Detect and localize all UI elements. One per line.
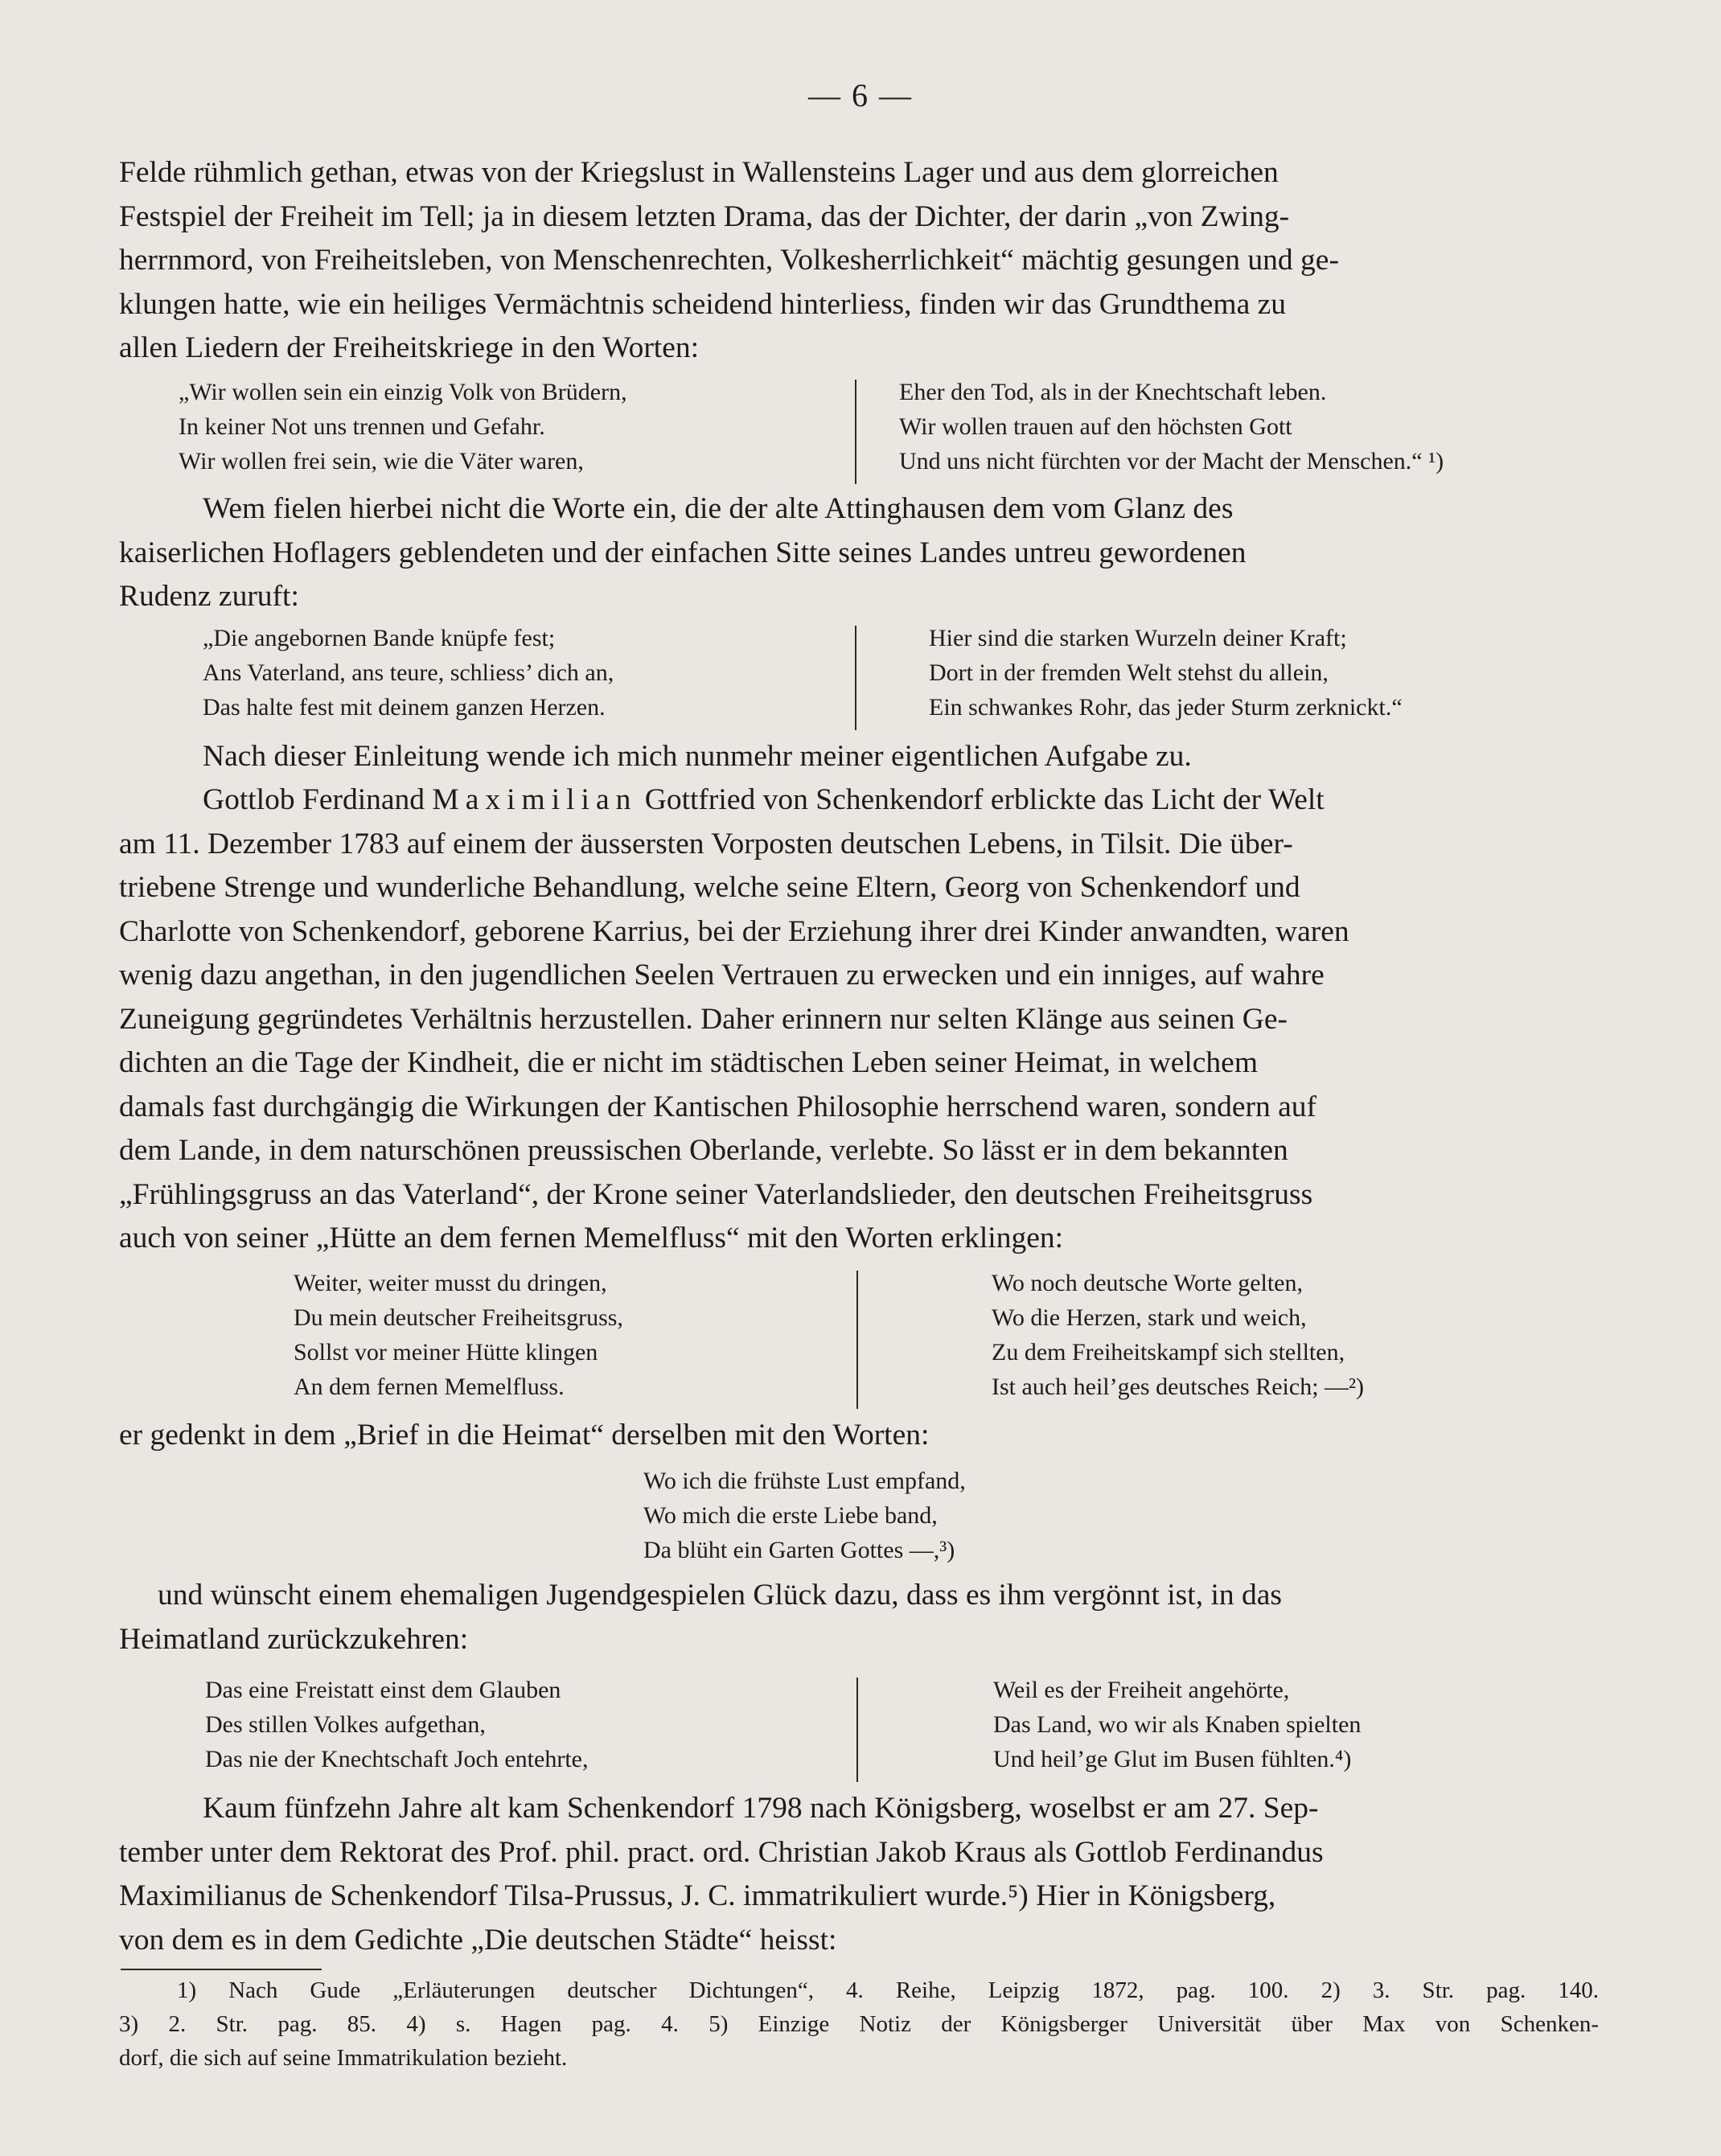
paragraph-line: dem Lande, in dem naturschönen preussischen Oberlande, verlebte. So lässt er in dem bekannten xyxy=(119,1134,1288,1167)
paragraph-line: von dem es in dem Gedichte „Die deutschen Städte“ heisst: xyxy=(119,1923,837,1957)
verse-4 xyxy=(643,1464,966,1567)
paragraph-7 xyxy=(119,1787,1599,1962)
paragraph-line: und wünscht einem ehemaligen Jugendgespielen Glück dazu, dass es ihm vergönnt ist, in das xyxy=(158,1579,1282,1612)
verse-line: Wir wollen trauen auf den höchsten Gott xyxy=(899,413,1292,440)
verse-line: Des stillen Volkes aufgethan, xyxy=(205,1711,486,1738)
paragraph-2 xyxy=(119,487,1599,619)
verse-line: „Wir wollen sein ein einzig Volk von Brüdern, xyxy=(179,379,627,405)
footnote-rule xyxy=(121,1969,322,1970)
paragraph-line: Rudenz zuruft: xyxy=(119,580,299,613)
verse-line: Wo ich die frühste Lust empfand, xyxy=(643,1468,966,1494)
verse-line: Das nie der Knechtschaft Joch entehrte, xyxy=(205,1746,589,1772)
paragraph-line: kaiserlichen Hoflagers geblendeten und der einfachen Sitte seines Landes untreu gewordenen xyxy=(119,536,1247,569)
verse-line: Hier sind die starken Wurzeln deiner Kraft; xyxy=(929,625,1347,651)
verse-line: Wo noch deutsche Worte gelten, xyxy=(992,1270,1303,1296)
verse-line: Ein schwankes Rohr, das jeder Sturm zerknickt.“ xyxy=(929,694,1403,721)
paragraph-line: tember unter dem Rektorat des Prof. phil. pract. ord. Christian Jakob Kraus als Gottlob Ferdinandus xyxy=(119,1835,1324,1869)
verse-divider xyxy=(855,380,856,484)
page-number: — 6 — xyxy=(808,77,913,113)
verse-divider xyxy=(856,1271,858,1409)
verse-line: Du mein deutscher Freiheitsgruss, xyxy=(294,1304,623,1331)
verse-line: Sollst vor meiner Hütte klingen xyxy=(294,1339,598,1365)
paragraph-line: Charlotte von Schenkendorf, geborene Karrius, bei der Erziehung ihrer drei Kinder anwandten, waren xyxy=(119,914,1349,948)
verse-line: Weil es der Freiheit angehörte, xyxy=(993,1677,1290,1703)
paragraph-line: damals fast durchgängig die Wirkungen der Kantischen Philosophie herrschend waren, sondern auf xyxy=(119,1090,1317,1123)
paragraph-line: Zuneigung gegründetes Verhältnis herzustellen. Daher erinnern nur selten Klänge aus seinen Ge- xyxy=(119,1002,1288,1036)
verse-3-right xyxy=(992,1266,1364,1404)
verse-line: An dem fernen Memelfluss. xyxy=(294,1374,565,1400)
verse-line: Wir wollen frei sein, wie die Väter waren, xyxy=(179,448,584,474)
verse-divider xyxy=(856,1678,858,1782)
verse-line: Und uns nicht fürchten vor der Macht der Menschen.“ ¹) xyxy=(899,448,1444,474)
paragraph-3 xyxy=(119,735,1599,779)
spaced-name: Maximilian xyxy=(432,783,638,816)
paragraph-line: Nach dieser Einleitung wende ich mich nunmehr meiner eigentlichen Aufgabe zu. xyxy=(203,740,1192,773)
verse-line: Ist auch heil’ges deutsches Reich; —²) xyxy=(992,1374,1365,1400)
verse-5-left xyxy=(205,1673,588,1776)
paragraph-line: Felde rühmlich gethan, etwas von der Kriegslust in Wallensteins Lager und aus dem glorreichen xyxy=(119,156,1279,189)
paragraph-5 xyxy=(119,1414,1599,1458)
paragraph-6 xyxy=(119,1574,1599,1661)
paragraph-line: herrnmord, von Freiheitsleben, von Menschenrechten, Volkesherrlichkeit“ mächtig gesungen und ge- xyxy=(119,244,1339,277)
paragraph-4 xyxy=(119,778,1599,1261)
verse-line: Das halte fest mit deinem ganzen Herzen. xyxy=(203,694,606,721)
verse-1-left xyxy=(179,375,627,478)
verse-line: „Die angebornen Bande knüpfe fest; xyxy=(203,625,556,651)
paragraph-line: Heimatland zurückzukehren: xyxy=(119,1622,469,1656)
verse-line: In keiner Not uns trennen und Gefahr. xyxy=(179,413,545,440)
footnote-line: 1) Nach Gude „Erläuterungen deutscher Dichtungen“, 4. Reihe, Leipzig 1872, pag. 100. 2) 3. Str. pag. 140. xyxy=(177,1977,1599,2003)
paragraph-line: Festspiel der Freiheit im Tell; ja in diesem letzten Drama, das der Dichter, der darin „von Zwing- xyxy=(119,199,1290,233)
verse-line: Wo die Herzen, stark und weich, xyxy=(992,1304,1307,1331)
paragraph-line: am 11. Dezember 1783 auf einem der äussersten Vorposten deutschen Lebens, in Tilsit. Die über- xyxy=(119,827,1293,860)
paragraph-line: dichten an die Tage der Kindheit, die er nicht im städtischen Leben seiner Heimat, in welchem xyxy=(119,1046,1258,1079)
text-run: Gottfried von Schenkendorf erblickte das Licht der Welt xyxy=(637,783,1325,816)
footnote-line: dorf, die sich auf seine Immatrikulation bezieht. xyxy=(119,2045,568,2071)
text-run: Gottlob Ferdinand xyxy=(203,783,433,816)
verse-divider xyxy=(855,626,856,730)
paragraph-line: Kaum fünfzehn Jahre alt kam Schenkendorf 1798 nach Königsberg, woselbst er am 27. Sep- xyxy=(203,1792,1319,1825)
paragraph-line: er gedenkt in dem „Brief in die Heimat“ derselben mit den Worten: xyxy=(119,1419,930,1452)
paragraph-line: triebene Strenge und wunderliche Behandlung, welche seine Eltern, Georg von Schenkendorf und xyxy=(119,871,1300,904)
paragraph-1 xyxy=(119,151,1599,371)
paragraph-line xyxy=(119,778,1599,823)
verse-line: Weiter, weiter musst du dringen, xyxy=(294,1270,607,1296)
paragraph-line: „Frühlingsgruss an das Vaterland“, der Krone seiner Vaterlandslieder, den deutschen Freiheitsgruss xyxy=(119,1177,1313,1211)
paragraph-line: Wem fielen hierbei nicht die Worte ein, die der alte Attinghausen dem vom Glanz des xyxy=(203,492,1234,525)
verse-line: Und heil’ge Glut im Busen fühlten.⁴) xyxy=(993,1746,1352,1772)
footnotes xyxy=(119,1973,1599,2075)
paragraph-line: Maximilianus de Schenkendorf Tilsa-Prussus, J. C. immatrikuliert wurde.⁵) Hier in Königsberg, xyxy=(119,1879,1276,1912)
verse-line: Dort in der fremden Welt stehst du allein, xyxy=(929,659,1329,686)
verse-1-right xyxy=(899,375,1444,478)
verse-3-left xyxy=(294,1266,623,1404)
verse-line: Ans Vaterland, ans teure, schliess’ dich an, xyxy=(203,659,614,686)
verse-line: Eher den Tod, als in der Knechtschaft leben. xyxy=(899,379,1327,405)
verse-line: Wo mich die erste Liebe band, xyxy=(643,1502,938,1529)
verse-line: Das Land, wo wir als Knaben spielten xyxy=(993,1711,1362,1738)
verse-5-right xyxy=(993,1673,1361,1776)
verse-line: Da blüht ein Garten Gottes —,³) xyxy=(643,1537,955,1563)
verse-2-left xyxy=(203,621,614,725)
paragraph-line: klungen hatte, wie ein heiliges Vermächtnis scheidend hinterliess, finden wir das Grundthema zu xyxy=(119,287,1287,321)
paragraph-line: allen Liedern der Freiheitskriege in den Worten: xyxy=(119,331,700,364)
footnote-line: 3) 2. Str. pag. 85. 4) s. Hagen pag. 4. 5) Einzige Notiz der Königsberger Universität über Max von Schenken- xyxy=(119,2011,1599,2037)
verse-line: Das eine Freistatt einst dem Glauben xyxy=(205,1677,561,1703)
paragraph-line: auch von seiner „Hütte an dem fernen Memelfluss“ mit den Worten erklingen: xyxy=(119,1222,1064,1255)
verse-2-right xyxy=(929,621,1403,725)
verse-line: Zu dem Freiheitskampf sich stellten, xyxy=(992,1339,1345,1365)
paragraph-line: wenig dazu angethan, in den jugendlichen Seelen Vertrauen zu erwecken und ein inniges, auf wahre xyxy=(119,959,1325,992)
